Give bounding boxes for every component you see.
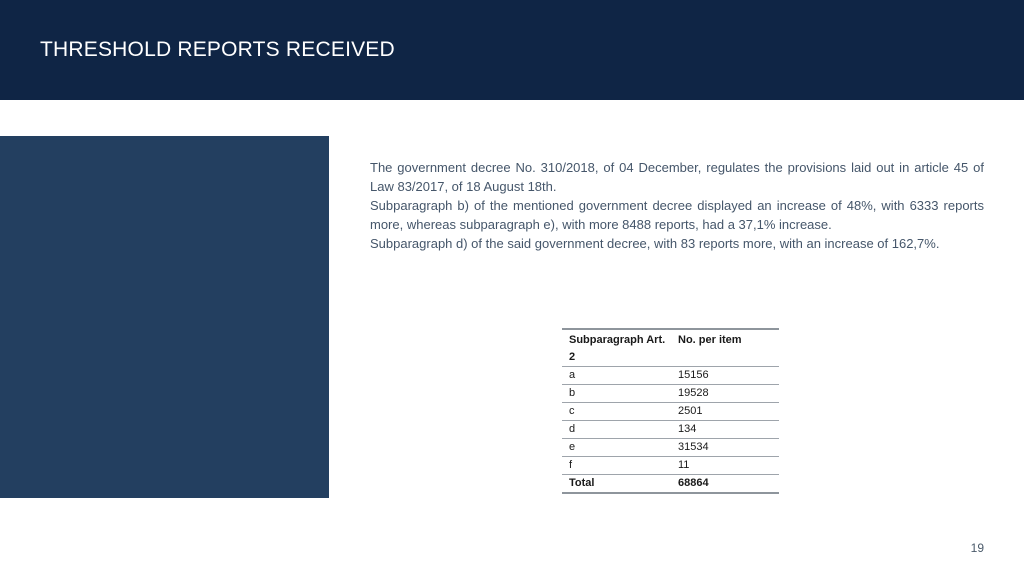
side-panel-line-1: AS TO THRESHOLD REPORTS BASED ON — [760, 275, 983, 287]
table-total-row — [562, 475, 779, 494]
table-row — [562, 439, 779, 457]
table-row — [562, 421, 779, 439]
row-label: f — [562, 457, 671, 475]
row-label: c — [562, 403, 671, 421]
total-value: 68864 — [671, 475, 779, 494]
row-value: 2501 — [671, 403, 779, 421]
page-title: THRESHOLD REPORTS RECEIVED — [40, 38, 395, 61]
side-panel — [0, 136, 329, 498]
row-label: e — [562, 439, 671, 457]
row-value: 134 — [671, 421, 779, 439]
column-header-subparagraph: Subparagraph Art. 2 — [562, 329, 671, 367]
table-row — [562, 385, 779, 403]
row-value: 11 — [671, 457, 779, 475]
body-text — [370, 158, 984, 253]
side-panel-line-2: DECREE-LAW 310/2018, OF 4 DECEMBER, — [760, 301, 983, 313]
table-header-row — [562, 329, 779, 367]
page-number: 19 — [970, 541, 984, 555]
row-label: b — [562, 385, 671, 403]
row-value: 15156 — [671, 367, 779, 385]
reports-table — [562, 328, 779, 494]
row-label: d — [562, 421, 671, 439]
table-row — [562, 403, 779, 421]
total-label: Total — [562, 475, 671, 494]
row-value: 31534 — [671, 439, 779, 457]
row-label: a — [562, 367, 671, 385]
paragraph-subparagraph-b: Subparagraph b) of the mentioned government decree displayed an increase of 48%, with 6333 reports more, whereas subparagraph e), with more 8488 reports, had a 37,1% increase. — [370, 198, 984, 232]
table-row — [562, 457, 779, 475]
row-value: 19528 — [671, 385, 779, 403]
side-panel-line-3: THERE WAS AN INCREASE OF 27,3%. — [783, 327, 983, 339]
table-row — [562, 367, 779, 385]
column-header-count: No. per item — [671, 329, 779, 367]
header-bar — [0, 0, 1024, 100]
paragraph-decree: The government decree No. 310/2018, of 04 December, regulates the provisions laid out in article 45 of Law 83/2017, of 18 August 18th. — [370, 160, 984, 194]
paragraph-subparagraph-d: Subparagraph d) of the said government decree, with 83 reports more, with an increase of 162,7%. — [370, 236, 940, 251]
